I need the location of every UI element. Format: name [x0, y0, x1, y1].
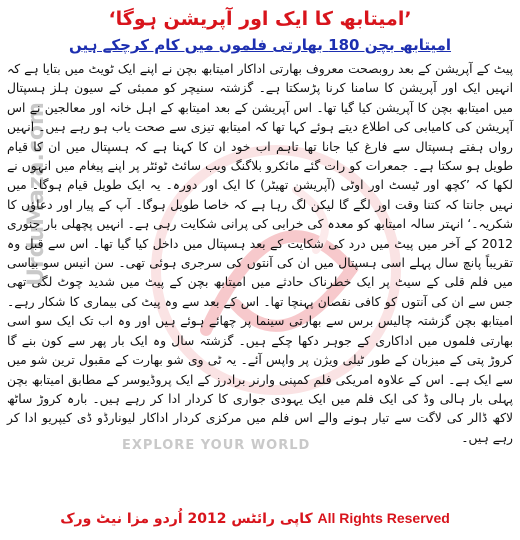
- rights-reserved-text: All Rights Reserved: [317, 510, 450, 526]
- copyright-footer: [0, 508, 520, 529]
- watermark-site-text: UrduMaza.com: [24, 102, 49, 286]
- article-subheadline: [6, 34, 514, 56]
- article-subheadline-text: امیتابھ بچن 180 بھارتی فلموں میں کام کرچکے ہیں: [68, 36, 452, 54]
- article-body-area: [6, 60, 514, 464]
- copyright-urdu: کاپی رائٹس 2012 اُردو مزا نیٹ ورک: [60, 511, 313, 527]
- watermark-brand-text: EXPLORE YOUR WORLD: [122, 438, 311, 453]
- article-body: پیٹ کے آپریشن کے بعد روبصحت معروف بھارتی اداکار امیتابھ بچن نے اپنے ایک ٹویٹ میں بتایا ہے کہ انہیں ایک اور آپریشن کا سامنا کرنا پڑسکتا ہے۔ گزشتہ سنیچر کو ممبئی کے سیون ہلز ہسپتال میں امیتابھ بچن کا آپریشن کیا گیا تھا۔ اس آپریشن کے بعد امیتابھ کے اہل خانہ اور معالجین نے اس آپریشن کی کامیابی کی اطلاع دیتے ہوئے کہا تھا کہ امیتابھ تیزی سے صحت یاب ہو رہے ہیں۔ انہیں رواں ہفتے ہسپتال سے فارغ کیا جانا تھا تاہم اب خود ان کا کہنا ہے کہ ہسپتال میں ان کا قیام طویل ہو سکتا ہے۔ جمعرات کو رات گئے مائکرو بلاگنگ ویب سائٹ ٹوئٹر پر اپنے پیغام میں انہوں نے لکھا کہ ’کچھ اور ٹیسٹ اور اوٹی (آپریشن تھیٹر) کا ایک اور دورہ۔ یہ ایک طویل قیام ہوگا۔ میں نہیں جانتا کہ کتنا وقت اور لگے گا لیکن لگ رہا ہے کہ خاصا طویل ہوگا۔ آپ کے پیار اور دعاؤں کا شکریہ۔‘ انہتر سالہ امیتابھ کو معدہ کی خرابی کی پرانی شکایت رہی ہے۔ انہیں پچھلی بار جنوری 2012 کے آخر میں پیٹ میں درد کی شکایت کے بعد ہسپتال میں داخل کیا گیا تھا۔ اس سے قبل وہ تقریباً پانچ سال پہلے اسی ہسپتال میں ان کی آنتوں کی سرجری ہوئی تھی۔ سن انیس سو بیاسی میں فلم قلی کے سیٹ پر ایک خطرناک حادثے میں امیتابھ بچن کے پیٹ میں شدید چوٹ لگی تھی جس سے ان کی آنتوں کو کافی نقصان پہنچا تھا۔ اس کے بعد سے وہ پیٹ کی بیماری کا شکار رہے۔ امیتابھ بچن گزشتہ چالیس برس سے بھارتی سینما پر چھائے ہوئے ہیں اور وہ اب تک ایک سو اسی بھارتی فلموں میں اداکاری کے جوہر دکھا چکے ہیں۔ گزشتہ سال وہ ایک بار پھر سے کون بنے گا کروڑ پتی کے میزبان کے طور ٹیلی ویژن پر واپس آئے۔ یہ ٹی وی شو بھارت کے مقبول ترین شو میں سے ایک ہے۔ اس کے علاوہ امریکی فلم کمپنی وارنر برادرز کے ایک پروڈیوسر کے مطابق امیتابھ بچن پہلی بار ہالی وڈ کی ایک فلم میں ایک یہودی جواری کا کردار ادا کر رہے ہیں۔ بارہ کروڑ ساٹھ لاکھ ڈالر کی لاگت سے تیار ہونے والے اس فلم میں مرکزی کردار اداکار لیونارڈو ڈی کیپریو ادا کر رہے ہیں۔: [7, 62, 513, 445]
- article-headline: ’امیتابھ کا ایک اور آپریشن ہوگا‘: [108, 8, 412, 30]
